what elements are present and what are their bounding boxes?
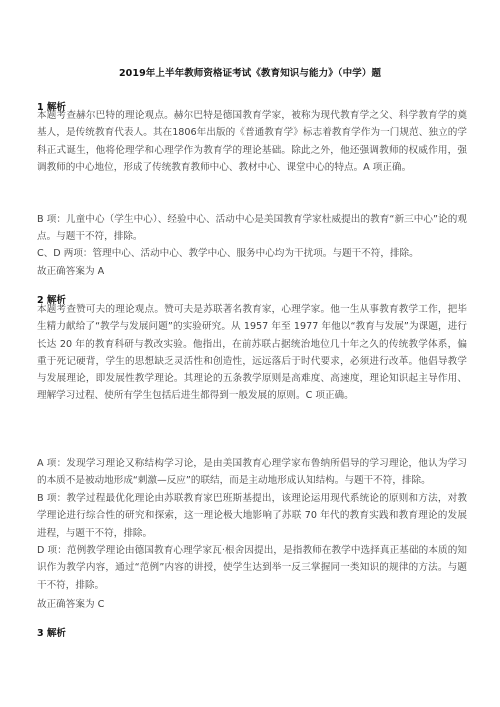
section-heading-3: 3 解析	[37, 628, 66, 639]
section-heading-2: 2 解析	[37, 295, 66, 306]
section-heading-1: 1 解析	[37, 102, 66, 113]
paragraph-2-3: B 项：教学过程最优化理论由苏联教育家巴班斯基提出，该理论运用现代系统论的原则和方法，对教学理论进行综合性的研究和探索，这一理论极大地影响了苏联 70 年代的教育实践和教育理论的发展进程，与题干不符，排除。	[37, 493, 467, 539]
document-title: 2019年上半年教师资格证考试《教育知识与能力》（中学）题	[118, 68, 382, 79]
paragraph-2-1: 本题考查赞可夫的理论观点。赞可夫是苏联著名教育家，心理学家。他一生从事教育教学工作，把毕生精力献给了“教学与发展问题”的实验研究。从 1957 年至 1977 年他以“教育与发展”为课题，进行长达 20 年的教育科研与教改实验。他指出，在前苏联占据统治地位几十年之久的传统教学体系，偏重于死记硬背，学生的思想缺乏灵活性和创造性，远远落后于时代要求，必须进行改革。他倡导教学与发展理论，即发展性教学理论。其理论的五条教学原则是高难度、高速度，理论知识起主导作用、理解学习过程、使所有学生包括后进生都得到一般发展的原则。C 项正确。	[37, 304, 467, 402]
paragraph-2-4: D 项：范例教学理论由德国教育心理学家瓦·根舍因提出，是指教师在教学中选择真正基础的本质的知识作为教学内容，通过“范例”内容的讲授，使学生达到举一反三掌握同一类知识的规律的方法。与题干不符，排除。	[37, 545, 467, 591]
paragraph-1-4: 故正确答案为 A	[37, 266, 105, 277]
paragraph-2-5: 故正确答案为 C	[37, 599, 105, 610]
paragraph-2-2: A 项：发现学习理论又称结构学习论，是由美国教育心理学家布鲁纳所倡导的学习理论，他认为学习的本质不是被动地形成“刺激—反应”的联结，而是主动地形成认知结构。与题干不符，排除。	[37, 458, 467, 487]
paragraph-1-2: B 项：儿童中心（学生中心）、经验中心、活动中心是美国教育学家杜威提出的教育“新三中心”论的观点。与题干不符，排除。	[37, 214, 467, 243]
paragraph-1-3: C、D 两项：管理中心、活动中心、教学中心、服务中心均为干扰项。与题干不符，排除。	[37, 248, 419, 259]
paragraph-1-1: 本题考查赫尔巴特的理论观点。赫尔巴特是德国教育学家，被称为现代教育学之父、科学教育学的奠基人，是传统教育代表人。其在1806年出版的《普通教育学》标志着教育学作为一门规范、独立的学科正式诞生，他将伦理学和心理学作为教育学的理论基础。除此之外，他还强调教师的权威作用，强调教师的中心地位，形成了传统教育教师中心、教材中心、课堂中心的特点。A 项正确。	[37, 110, 467, 173]
